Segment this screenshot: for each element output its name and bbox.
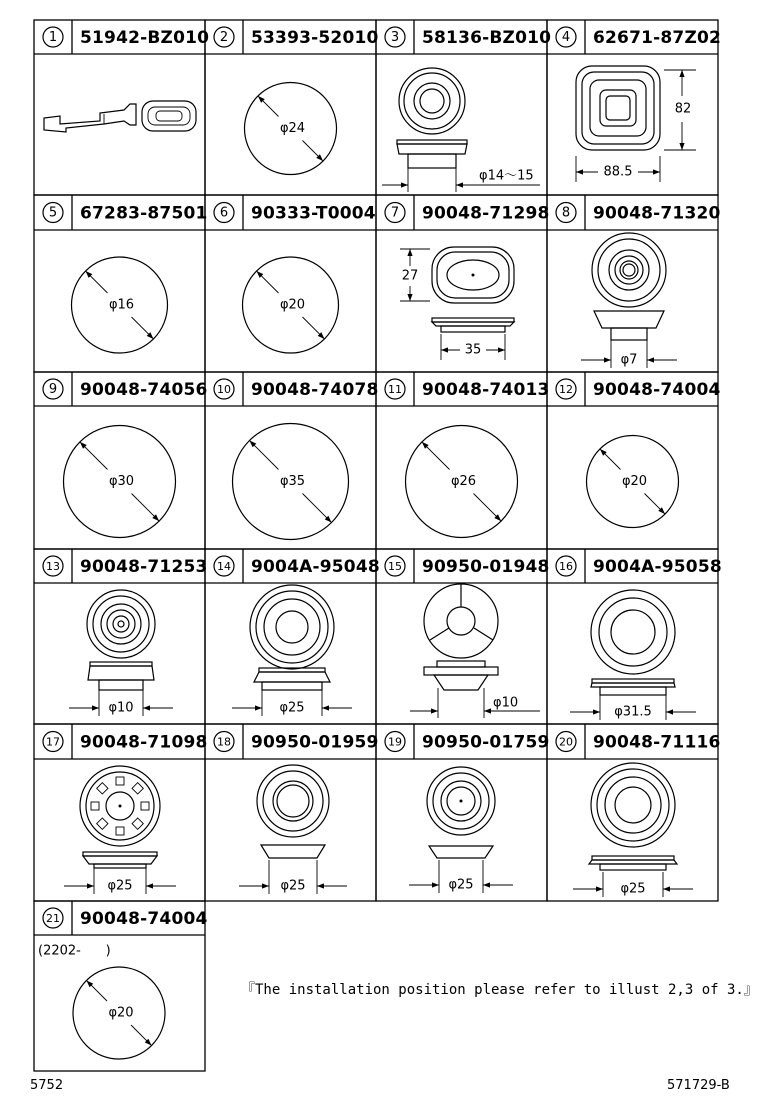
grommet-flange	[397, 144, 467, 154]
item-number: 18	[217, 735, 231, 749]
dimension-arrowhead	[143, 705, 150, 710]
dimension-arrowhead	[498, 347, 505, 352]
grommet-ring	[615, 787, 651, 823]
item-number: 12	[559, 383, 573, 396]
dimension-arrowhead	[322, 705, 329, 710]
part-cell	[34, 901, 208, 1071]
grommet-flange	[429, 846, 493, 858]
part-cell	[547, 372, 721, 549]
installation-note: 『The installation position please refer to illust 2,3 of 3.』	[241, 982, 758, 998]
split-line	[430, 628, 449, 640]
part-cell	[205, 195, 376, 372]
dimension-arrowhead	[431, 708, 438, 713]
grommet-ring	[592, 233, 666, 307]
item-number: 3	[390, 30, 400, 45]
footer-right-code: 571729-B	[667, 1078, 730, 1093]
connector-inner	[148, 107, 190, 125]
grommet-body	[408, 154, 456, 168]
grommet-body	[94, 864, 146, 868]
item-number: 19	[388, 735, 402, 749]
part-number: 9004A-95058	[593, 557, 722, 577]
part-number: 90048-74056	[80, 380, 208, 400]
grommet-drawing	[409, 767, 513, 893]
part-cell	[205, 372, 379, 549]
grommet-ring	[113, 616, 129, 632]
dimension-label: φ20	[621, 474, 648, 489]
dimension-arrowhead	[317, 883, 324, 888]
dimension-arrowhead	[647, 357, 654, 362]
item-number: 20	[559, 735, 573, 749]
part-number: 51942-BZ010	[80, 28, 210, 48]
grommet-drawing	[69, 590, 173, 716]
part-cell	[34, 20, 209, 195]
grommet-pin	[119, 805, 122, 808]
part-cell	[205, 20, 379, 195]
part-cell	[376, 724, 550, 901]
item-number: 4	[561, 30, 571, 45]
dimension-label: φ14～15	[479, 168, 534, 184]
dimension-label: φ31.5	[614, 704, 652, 720]
part-number: 90048-71098	[80, 732, 208, 753]
grommet-ring	[264, 599, 320, 655]
grommet-hole-diagram	[406, 426, 518, 538]
oval-grommet-drawing	[400, 247, 514, 360]
grommet-flange	[594, 311, 664, 328]
dimension-arrowhead	[484, 708, 491, 713]
rib	[97, 818, 108, 829]
dimension-arrowhead	[441, 347, 448, 352]
dimension-arrowhead	[679, 70, 684, 77]
dimension-arrowhead	[407, 294, 412, 301]
grommet-ring	[118, 621, 124, 627]
dimension-arrowhead	[146, 883, 153, 888]
item-number: 17	[46, 735, 60, 749]
rib	[97, 783, 108, 794]
item-number: 14	[217, 560, 231, 573]
item-number: 10	[217, 383, 231, 396]
part-number: 90048-71253	[80, 557, 208, 577]
grommet-ring	[623, 264, 635, 276]
part-number: 9004A-95048	[251, 557, 380, 577]
grommet-pin	[460, 800, 463, 803]
grommet-ring	[277, 785, 309, 817]
part-cell	[34, 549, 208, 724]
grommet-pin	[472, 274, 475, 277]
item-number: 21	[46, 912, 60, 925]
footer-left-code: 5752	[30, 1078, 64, 1093]
grommet-cap	[437, 661, 485, 667]
grommet-hole-diagram	[243, 257, 339, 353]
item-number: 15	[388, 560, 402, 573]
grommet-ring	[257, 765, 329, 837]
part-number: 90048-74078	[251, 380, 379, 400]
dimension-arrowhead	[262, 883, 269, 888]
dimension-label: φ20	[108, 1005, 134, 1021]
dimension-label: φ10	[493, 695, 519, 711]
dimension-label: φ25	[107, 878, 133, 894]
grommet-body	[600, 687, 666, 695]
dimension-arrowhead	[432, 882, 439, 887]
grommet-body	[441, 326, 505, 332]
square-grommet-drawing	[576, 66, 696, 182]
part-number: 90048-74004	[80, 909, 208, 929]
part-number: 53393-52010	[251, 28, 379, 48]
item-number: 11	[388, 383, 402, 396]
grommet-ring	[250, 585, 334, 669]
part-number: 90950-01959	[251, 732, 379, 753]
part-number: 90333-T0004	[251, 203, 376, 224]
dimension-label: 82	[674, 101, 692, 117]
part-cell	[205, 724, 379, 901]
dimension-arrowhead	[407, 249, 412, 256]
grommet-flange	[432, 322, 514, 326]
dimension-arrowhead	[666, 709, 673, 714]
grommet-ring	[599, 598, 667, 666]
dimension-label: φ25	[280, 878, 306, 894]
part-number: 90048-74013	[422, 380, 550, 400]
part-cell	[376, 195, 550, 372]
grommet-drawing	[573, 763, 693, 897]
dimension-arrowhead	[92, 705, 99, 710]
dimension-label: φ24	[279, 121, 306, 136]
part-cell	[547, 20, 721, 195]
dimension-label: φ7	[620, 352, 638, 368]
dimension-label: φ25	[620, 881, 646, 897]
dimension-arrowhead	[456, 182, 463, 187]
grommet-hole-diagram	[72, 257, 168, 353]
dimension-arrowhead	[401, 182, 408, 187]
item-number: 1	[48, 30, 58, 45]
grommet-outline	[576, 66, 660, 150]
grommet-ring	[615, 256, 643, 284]
split-grommet-drawing	[410, 584, 540, 718]
dimension-label: φ25	[279, 700, 305, 716]
grommet-ring	[598, 239, 660, 301]
rib	[116, 777, 124, 785]
part-cell	[34, 372, 208, 549]
grommet-flange	[261, 845, 325, 858]
dimension-label: 35	[464, 342, 482, 358]
part-number: 90950-01759	[422, 732, 550, 753]
grommet-ring	[256, 591, 328, 663]
item-number: 6	[219, 205, 229, 221]
part-number: 62671-87Z02	[593, 28, 722, 48]
connector-slot	[156, 111, 182, 121]
date-range-note: (2202- )	[38, 943, 111, 959]
item-number: 5	[48, 205, 58, 221]
ribbed-grommet-drawing	[64, 766, 176, 894]
grommet-ring	[276, 611, 308, 643]
grommet-ring	[87, 590, 155, 658]
grommet-drawing	[581, 233, 677, 368]
grommet-ring	[591, 590, 675, 674]
split-line	[474, 628, 493, 640]
dimension-arrowhead	[593, 709, 600, 714]
grommet-ring	[263, 771, 323, 831]
grommet-ring	[273, 781, 313, 821]
dimension-arrowhead	[87, 883, 94, 888]
grommet-drawing	[232, 585, 352, 716]
grommet-ring	[447, 607, 475, 635]
grommet-flange	[254, 672, 330, 682]
grommet-body	[434, 675, 488, 690]
grommet-body	[262, 682, 322, 690]
dimension-label: φ35	[279, 474, 306, 489]
grommet-flange	[83, 856, 157, 864]
dimension-arrowhead	[679, 143, 684, 150]
dimension-label: φ16	[108, 297, 135, 313]
part-number: 67283-87501	[80, 203, 208, 224]
part-number: 58136-BZ010	[422, 28, 552, 48]
grommet-drawing	[570, 590, 696, 720]
part-number: 90950-01948	[422, 557, 550, 577]
rib	[91, 802, 99, 810]
grommet-ring	[420, 89, 444, 113]
dimension-arrowhead	[483, 882, 490, 887]
part-cell	[547, 724, 721, 901]
dimension-arrowhead	[663, 886, 670, 891]
bracket-shape	[44, 104, 136, 132]
grommet-hole-diagram	[587, 436, 679, 528]
dimension-label: 27	[401, 268, 419, 284]
dimension-arrowhead	[576, 169, 583, 174]
grommet-ring	[611, 610, 655, 654]
item-number: 9	[48, 382, 58, 397]
dimension-label: φ25	[448, 877, 474, 893]
part-cell	[376, 549, 550, 724]
part-cell	[205, 549, 380, 724]
part-number: 90048-71320	[593, 203, 721, 224]
dimension-arrowhead	[596, 886, 603, 891]
grommet-outline	[606, 96, 630, 120]
part-number: 90048-71298	[422, 203, 550, 224]
grommet-hole-diagram	[64, 426, 176, 538]
grommet-hole-diagram	[38, 944, 165, 1060]
part-cell	[547, 549, 722, 724]
grommet-ring	[399, 68, 465, 134]
rib	[141, 802, 149, 810]
item-number: 8	[561, 205, 571, 221]
part-cell	[34, 724, 208, 901]
grommet-hole-diagram	[233, 424, 349, 540]
grommet-drawing	[382, 68, 540, 192]
grommet-body	[600, 864, 666, 870]
grommet-flange	[424, 667, 498, 675]
dimension-label: φ26	[450, 474, 477, 489]
grommet-drawing	[239, 765, 347, 894]
dimension-label: 88.5	[603, 164, 633, 180]
item-number: 13	[46, 560, 60, 573]
grommet-body	[611, 328, 647, 340]
dimension-label: φ20	[279, 297, 306, 313]
grommet-hole-diagram	[245, 83, 337, 175]
grommet-ring	[404, 73, 460, 129]
rib	[132, 783, 143, 794]
dimension-label: φ10	[108, 700, 134, 716]
grommet-ring	[591, 763, 675, 847]
item-number: 7	[390, 205, 400, 221]
grommet-ring	[605, 777, 661, 833]
item-number: 2	[219, 30, 229, 45]
dimension-label: φ30	[108, 474, 135, 489]
harness-bracket-drawing	[44, 101, 196, 132]
grommet-ring	[597, 769, 669, 841]
part-cell	[376, 372, 550, 549]
part-cell	[34, 195, 208, 372]
dimension-arrowhead	[653, 169, 660, 174]
part-number: 90048-74004	[593, 380, 721, 400]
rib	[132, 818, 143, 829]
item-number: 16	[559, 560, 573, 573]
part-number: 90048-71116	[593, 732, 721, 753]
grommet-outline	[590, 80, 646, 136]
grommet-flange	[88, 666, 154, 680]
rib	[116, 827, 124, 835]
dimension-arrowhead	[604, 357, 611, 362]
connector-body	[142, 101, 196, 131]
dimension-arrowhead	[255, 705, 262, 710]
grommet-body	[99, 680, 143, 690]
grommet-ring	[107, 610, 135, 638]
